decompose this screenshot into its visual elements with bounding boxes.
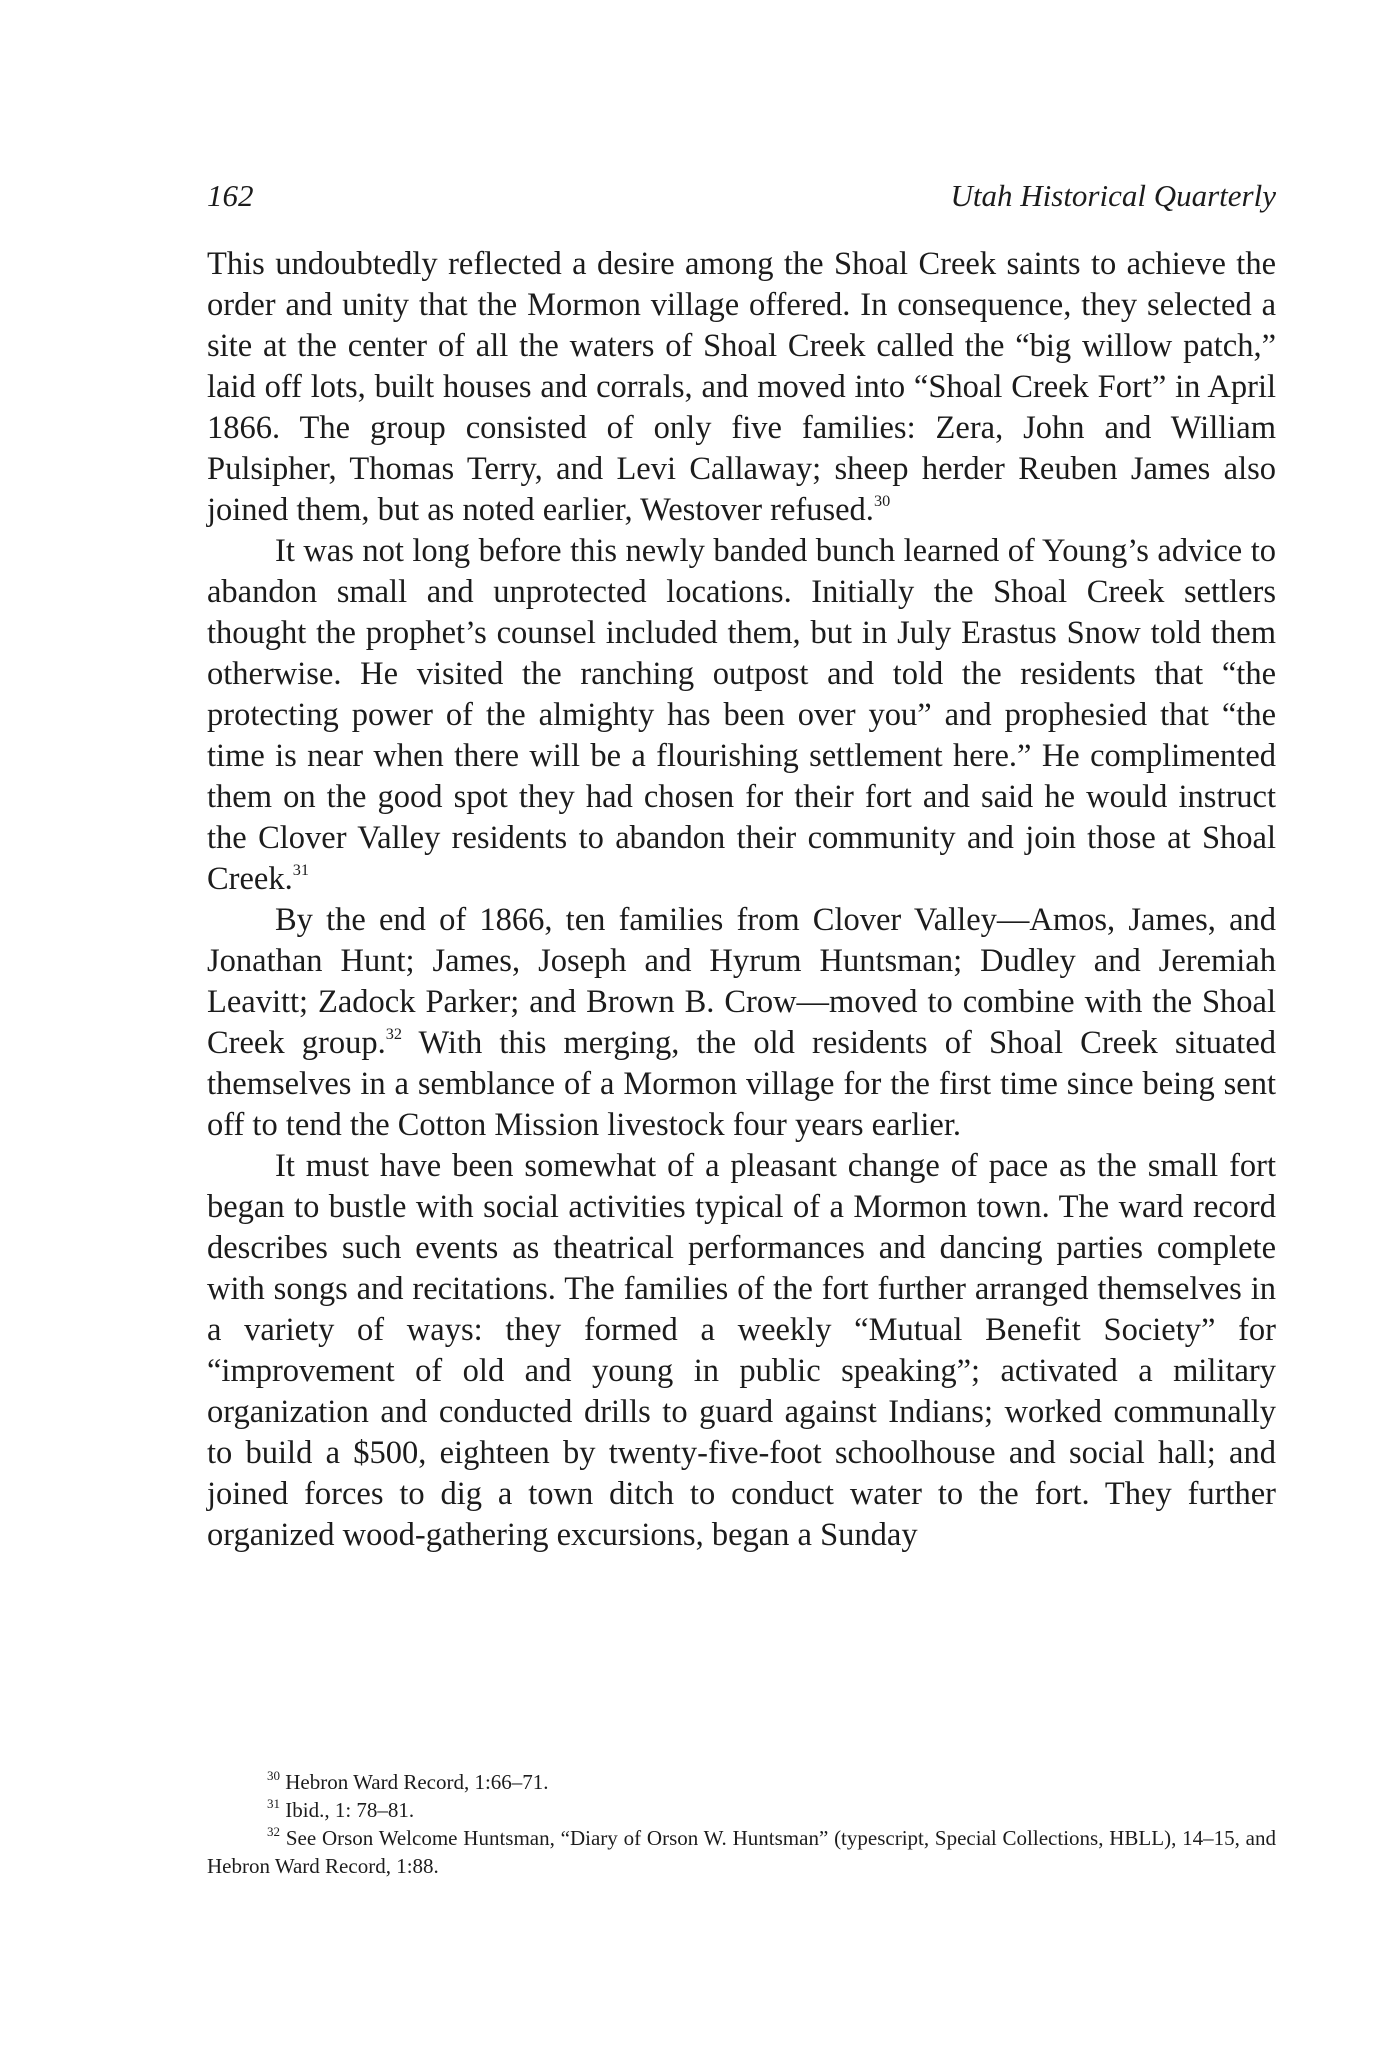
page-number: 162 <box>207 178 254 213</box>
footnote-30-text: Hebron Ward Record, 1:66–71. <box>285 1770 549 1794</box>
footnote-31-number: 31 <box>267 1795 281 1811</box>
footnote-32-number: 32 <box>267 1823 281 1839</box>
book-page <box>207 176 1277 1878</box>
footnote-30-number: 30 <box>267 1767 281 1783</box>
footnotes <box>207 1768 1276 1880</box>
body-text <box>207 244 1276 1556</box>
footnote-ref-30[interactable]: 30 <box>873 492 891 511</box>
footnote-32 <box>207 1824 1276 1880</box>
footnote-ref-32[interactable]: 32 <box>385 1025 402 1044</box>
footnote-31 <box>207 1796 1276 1824</box>
paragraph-4-text: It must have been somewhat of a pleasant change of pace as the small fort began to bustle with social activities typical of a Mormon town. The ward record describes such events as theatrical performances and dancing parties complete with songs and recitations. The families of the fort further arranged themselves in a variety of ways: they formed a weekly “Mutual Benefit Society” for “improvement of old and young in public speaking”; activated a military organization and conducted drills to guard against Indians; worked communally to build a $500, eighteen by twenty-five-foot schoolhouse and social hall; and joined forces to dig a town ditch to conduct water to the fort. They further organized wood-gathering excursions, began a Sunday <box>207 1148 1276 1553</box>
footnote-30 <box>207 1768 1276 1796</box>
paragraph-4 <box>207 1146 1276 1556</box>
paragraph-2 <box>207 531 1276 900</box>
running-head <box>207 176 1276 216</box>
paragraph-3-text-b: With this merging, the old residents of Shoal Creek situated themselves in a semblance of a Mormon village for the first time since being sent off to tend the Cotton Mission livestock four years earlier. <box>207 1025 1276 1143</box>
paragraph-3-text-a: By the end of 1866, ten families from Clover Valley—Amos, James, and Jonathan Hunt; James, Joseph and Hyrum Huntsman; Dudley and Jeremiah Leavitt; Zadock Parker; and Brown B. Crow—moved to combine with the Shoal Creek group. <box>207 902 1276 1061</box>
paragraph-1-text: This undoubtedly reflected a desire among the Shoal Creek saints to achieve the order and unity that the Mormon village offered. In consequence, they selected a site at the center of all the waters of Shoal Creek called the “big willow patch,” laid off lots, built houses and corrals, and moved into “Shoal Creek Fort” in April 1866. The group consisted of only five families: Zera, John and William Pulsipher, Thomas Terry, and Levi Callaway; sheep herder Reuben James also joined them, but as noted earlier, Westover refused. <box>207 246 1276 528</box>
paragraph-1 <box>207 244 1276 531</box>
footnote-ref-31[interactable]: 31 <box>292 861 309 880</box>
running-title: Utah Historical Quarterly <box>950 178 1276 213</box>
paragraph-2-text: It was not long before this newly banded bunch learned of Young’s advice to abandon small and unprotected locations. Initially the Shoal Creek settlers thought the prophet’s counsel included them, but in July Erastus Snow told them otherwise. He visited the ranching outpost and told the residents that “the protecting power of the almighty has been over you” and prophesied that “the time is near when there will be a flourishing settlement here.” He complimented them on the good spot they had chosen for their fort and said he would instruct the Clover Valley residents to abandon their community and join those at Shoal Creek. <box>207 533 1276 897</box>
paragraph-3 <box>207 900 1276 1146</box>
footnote-32-text: See Orson Welcome Huntsman, “Diary of Orson W. Huntsman” (typescript, Special Collections, HBLL), 14–15, and Hebron Ward Record, 1:88. <box>207 1826 1277 1878</box>
footnote-31-text: Ibid., 1: 78–81. <box>285 1798 415 1822</box>
